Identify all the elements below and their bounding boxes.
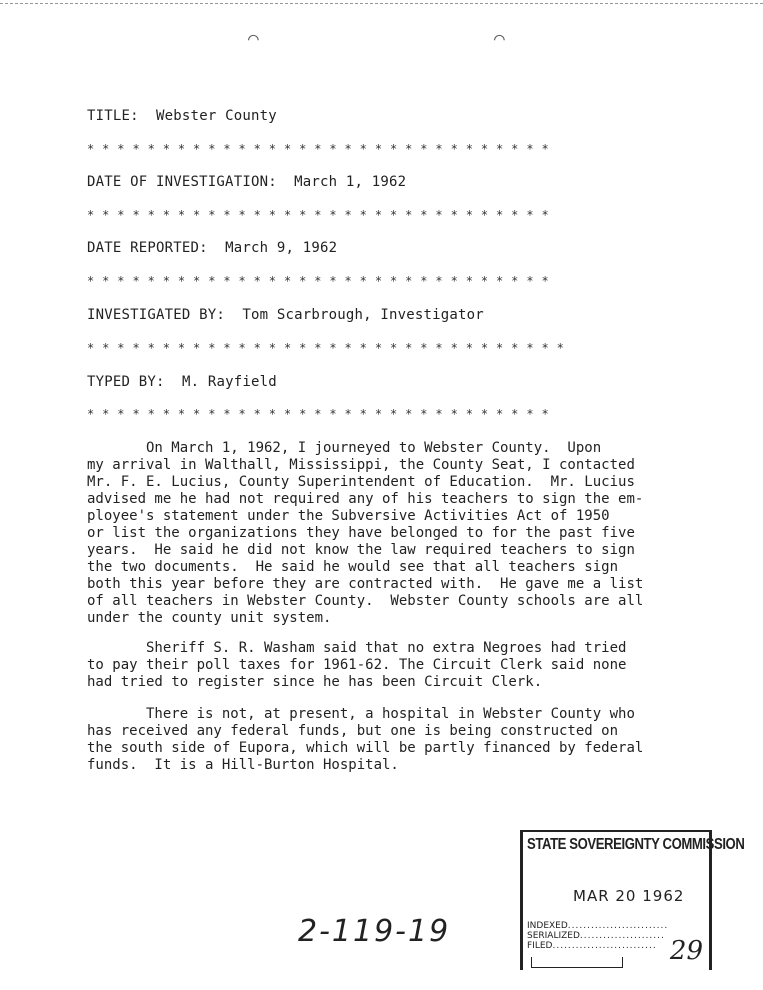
separator-5: * * * * * * * * * * * * * * * * * * * * * * * * * * * * * * * [87, 407, 550, 421]
stamp-indexed: INDEXED [527, 921, 568, 931]
investigated-by-label: INVESTIGATED BY: [87, 307, 226, 323]
separator-1: * * * * * * * * * * * * * * * * * * * * * * * * * * * * * * * [87, 142, 550, 156]
typed-by-line [87, 374, 277, 391]
stamp-serialized: SERIALIZED [527, 931, 580, 941]
typed-by-label: TYPED BY: [87, 374, 165, 390]
separator-2: * * * * * * * * * * * * * * * * * * * * * * * * * * * * * * * [87, 208, 550, 222]
date-reported-label: DATE REPORTED: [87, 240, 208, 256]
paragraph-3: There is not, at present, a hospital in Webster County who has received any federal funds, but one is being constructed on the south side of Eupora, which will be partly financed by federal funds. It is a Hill-Burton Hospital. [87, 706, 644, 773]
investigated-by-line [87, 307, 484, 324]
separator-3: * * * * * * * * * * * * * * * * * * * * * * * * * * * * * * * [87, 274, 550, 288]
top-border [0, 3, 763, 4]
title-line [87, 108, 277, 125]
title-value: Webster County [156, 108, 277, 124]
stamp-title: STATE SOVEREIGNTY COMMISSION [527, 836, 745, 853]
commission-stamp [520, 830, 745, 970]
handwritten-file-number: 2-119-19 [298, 914, 451, 949]
stamp-box [531, 957, 623, 968]
date-investigation-label: DATE OF INVESTIGATION: [87, 174, 277, 190]
punch-mark-left: ⌒ [248, 28, 259, 49]
title-label: TITLE: [87, 108, 139, 124]
punch-mark-right: ⌒ [494, 28, 505, 49]
stamp-filed: FILED [527, 941, 553, 951]
stamp-initials: 29 [669, 936, 703, 966]
typed-by-value: M. Rayfield [181, 374, 277, 390]
date-investigation-value: March 1, 1962 [294, 174, 407, 190]
separator-4: * * * * * * * * * * * * * * * * * * * * * * * * * * * * * * * * [87, 341, 565, 355]
stamp-fields: INDEXED.......................... SERIALIZED...................... FILED........................... [527, 921, 669, 951]
stamp-date: MAR 20 1962 [573, 887, 685, 905]
date-reported-line [87, 240, 337, 257]
paragraph-1: On March 1, 1962, I journeyed to Webster County. Upon my arrival in Walthall, Mississippi, the County Seat, I contacted Mr. F. E. Lucius, County Superintendent of Education. Mr. Lucius advised me he had not required any of his teachers to sign the em- ployee's statement under the Subversive Activities Act of 1950 or list the organizations they have belonged to for the past five years. He said he did not know the law required teachers to sign the two documents. He said he would see that all teachers sign both this year before they are contracted with. He gave me a list of all teachers in Webster County. Webster County schools are all under the county unit system. [87, 440, 644, 626]
paragraph-2: Sheriff S. R. Washam said that no extra Negroes had tried to pay their poll taxes for 1961-62. The Circuit Clerk said none had tried to register since he has been Circuit Clerk. [87, 640, 627, 690]
date-investigation-line [87, 174, 406, 191]
date-reported-value: March 9, 1962 [225, 240, 338, 256]
investigated-by-value: Tom Scarbrough, Investigator [242, 307, 484, 323]
